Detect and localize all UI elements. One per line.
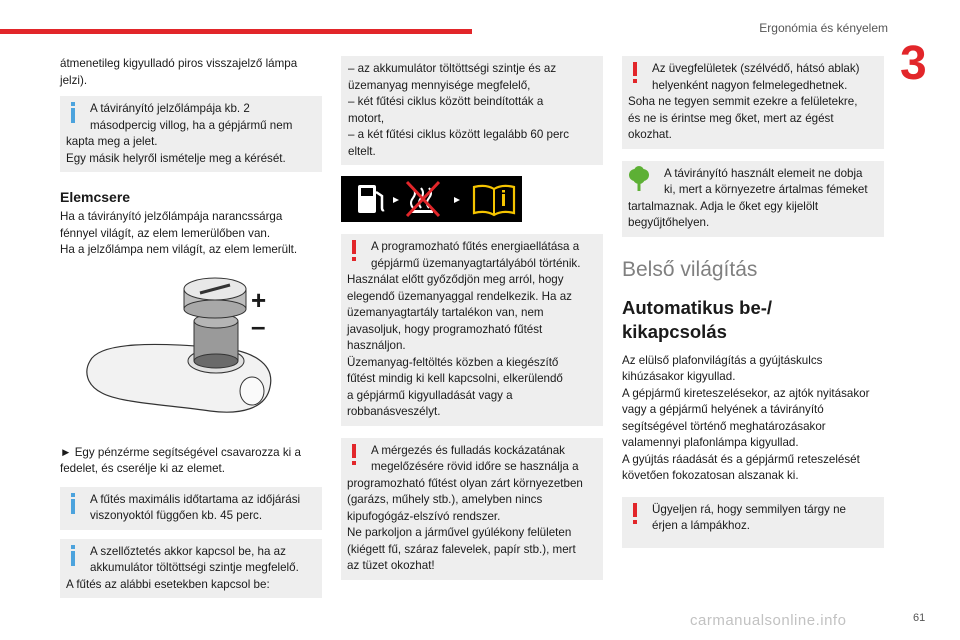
manual-book-icon (474, 186, 514, 215)
info-note-ventilation: A szellőztetés akkor kapcsol be, ha az akkumulátor töltöttségi szintje megfelelő. A fűtés az alábbi esetekben kapcsol be: (60, 539, 322, 599)
chapter-title: Ergonómia és kényelem (759, 21, 888, 35)
fuel-pump-icon (358, 185, 384, 213)
warning-note-glass-hot: Az üvegfelületek (szélvédő, hátsó ablak) helyenként nagyon felmelegedhetnek. Soha ne tegyen semmit ezekre a felületekre, és ne is érintse meg őket, mert az égést okozhat. (622, 56, 884, 149)
warning-icon (348, 240, 362, 264)
battery-text: Ha a távirányító jelzőlámpája narancssárga fénnyel világít, az elem lemerülőben van. Ha a jelzőlámpa nem világít, az elem lemerült. (60, 210, 298, 256)
info-note-heating-duration: A fűtés maximális időtartama az időjárási viszonyoktól függően kb. 45 perc. (60, 487, 322, 530)
info-icon (67, 102, 81, 126)
watermark: carmanualsonline.info (690, 612, 847, 629)
section-title: Belső világítás (622, 257, 758, 281)
arrow-right-icon (393, 197, 399, 203)
column-middle (341, 56, 603, 580)
no-heater-icon (407, 182, 439, 216)
warning-icon (348, 444, 362, 468)
heater-pictogram-strip (341, 176, 522, 222)
intro-text: átmenetileg kigyulladó piros visszajelző lámpa jelzi). (60, 57, 298, 87)
step-text: ► Egy pénzérme segítségével csavarozza ki a fedelet, és cserélje ki az elemet. (60, 445, 301, 475)
remote-battery-image (60, 265, 322, 437)
info-icon (67, 545, 81, 569)
arrow-right-icon (454, 197, 460, 203)
info-icon (67, 493, 81, 517)
conditions-list: – az akkumulátor töltöttségi szintje és az üzemanyag mennyisége megfelelő, – két fűtési ciklus között beindították a motort, – a két fűtési ciklus között legalább 60 perc eltelt. (341, 56, 603, 165)
subsection-title: Automatikus be-/ kikapcsolás (622, 296, 773, 342)
column-left (60, 56, 322, 598)
page-number: 61 (913, 612, 926, 624)
warning-note-fuel: A programozható fűtés energiaellátása a gépjármű üzemanyagtartályából történik. Használat előtt győződjön meg arról, hogy elegendő üzemanyaggal rendelkezik. Ha az üzemanyagtartály tartalékon van, nem javasoljuk, hogy programozható fűtést használjon. Üzemanyag-feltöltés közben a kiegészítő fűtést mindig ki kell kapcsolni, elkerülendő a gépjármű kigyulladását vagy a robbanásveszélyt. (341, 234, 603, 426)
column-right (622, 56, 884, 548)
lighting-text: Az elülső plafonvilágítás a gyújtáskulcs kihúzásakor kigyullad. A gépjármű kireteszelésekor, az ajtók nyitásakor vagy a gépjármű helyének a távirányító segítségével történő meghatározásakor valamennyi plafonlámpa kigyullad. A gyújtás ráadását és a gépjármű reteszelését követően fokozatosan alszanak ki. (622, 353, 870, 482)
warning-icon (629, 503, 643, 527)
warning-note-poisoning: A mérgezés és fulladás kockázatának megelőzésére rövid időre se használja a programozható fűtést olyan zárt környezetben (garázs, műhely stb.), amelyben nincs kipufogógáz-elszívó rendszer. Ne parkoljon a járművel gyúlékony felületen (kiégett fű, száraz falevelek, papír stb.), mert az tüzet okozhat! (341, 438, 603, 580)
warning-note-lamps: Ügyeljen rá, hogy semmilyen tárgy ne érjen a lámpákhoz. (622, 497, 884, 548)
header-accent-bar (0, 29, 472, 34)
eco-tree-icon (628, 166, 650, 192)
minus-sign: – (251, 310, 266, 341)
info-note-remote-signal: A távirányító jelzőlámpája kb. 2 másodpercig villog, ha a gépjármű nem kapta meg a jelet. Egy másik helyről ismételje meg a kérését. (60, 96, 322, 172)
heading-battery-change: Elemcsere (60, 189, 131, 205)
chapter-number: 3 (900, 37, 927, 90)
plus-sign: + (251, 284, 267, 315)
eco-note-batteries: A távirányító használt elemeit ne dobja ki, mert a környezetre ártalmas fémeket tartalmaznak. Adja le őket egy kijelölt begyűjtőhelyen. (622, 161, 884, 237)
warning-icon (629, 62, 643, 86)
battery-illustration (60, 265, 322, 437)
